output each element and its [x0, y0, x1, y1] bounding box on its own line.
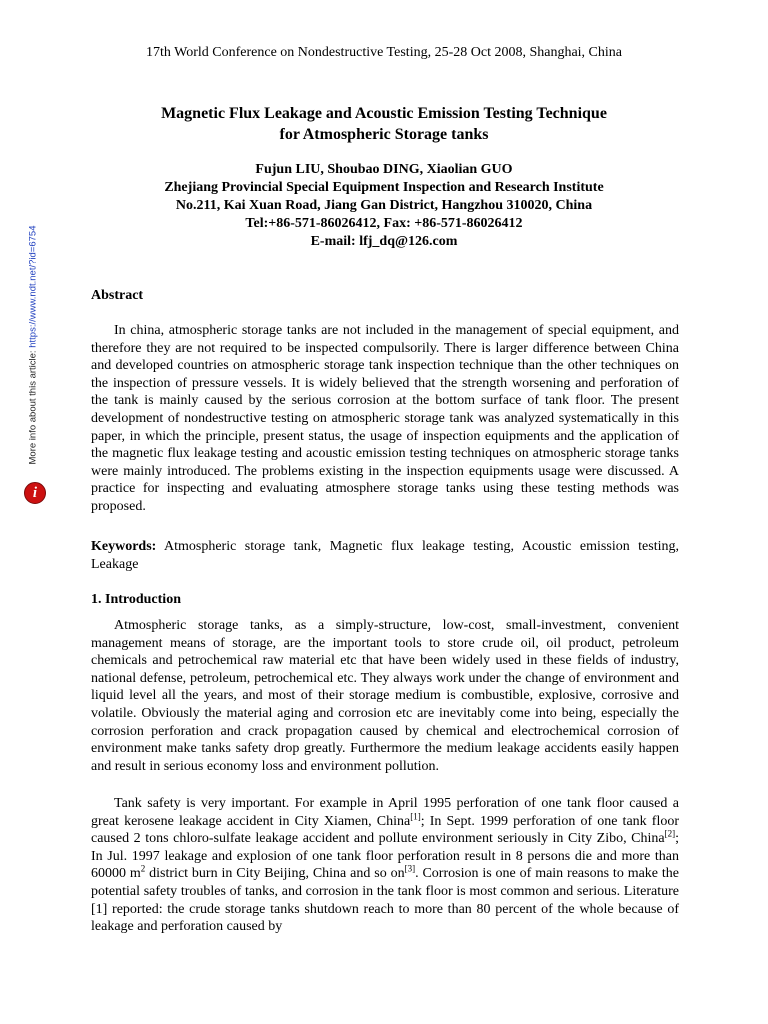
- author-block: [60, 161, 708, 251]
- introduction-paragraph-2: [91, 795, 679, 936]
- author-address: No.211, Kai Xuan Road, Jiang Gan District, Hangzhou 310020, China: [175, 198, 593, 213]
- citation-ref: [3]: [404, 863, 416, 874]
- title-line-1: Magnetic Flux Leakage and Acoustic Emission Testing Technique: [161, 105, 607, 122]
- sidebar-more-info: [28, 226, 39, 465]
- keywords-text: Atmospheric storage tank, Magnetic flux leakage testing, Acoustic emission testing, Leakage: [91, 539, 679, 572]
- p2-segment: district burn in City Beijing, China and so on: [145, 866, 405, 882]
- p2-segment: ; In Sept. 1999 perforation of one tank floor caused 2 tons chloro-sulfate leakage accident and pollute environment seriously in City Zibo, China: [91, 813, 679, 847]
- citation-ref: [1]: [410, 810, 421, 821]
- p2-segment: ; In Jul. 1997 leakage and explosion of one tank floor perforation result in 8 persons die and more than 60000 m: [91, 831, 679, 882]
- keywords-label: Keywords:: [91, 539, 157, 554]
- introduction-heading: 1. Introduction: [91, 592, 181, 607]
- author-names: Fujun LIU, Shoubao DING, Xiaolian GUO: [255, 162, 513, 177]
- citation-ref: [2]: [664, 828, 676, 839]
- conference-header: 17th World Conference on Nondestructive Testing, 25-28 Oct 2008, Shanghai, China: [145, 45, 622, 60]
- unit-superscript: 2: [140, 863, 146, 874]
- title-line-2: for Atmospheric Storage tanks: [279, 126, 489, 143]
- sidebar-label: More info about this article:: [27, 347, 39, 465]
- keywords: [91, 538, 679, 573]
- p2-segment: . Corrosion is one of main reasons to make the potential safety troubles of tanks, and corrosion in the tank floor is most common and serious. Literature [1] reported: the crude storage tanks shutdown reach to more than 80 percent of the whole because of leakage and perforation caused by: [91, 866, 679, 935]
- abstract-text: In china, atmospheric storage tanks are not included in the management of special equipment, and therefore they are not required to be inspected compulsorily. There is larger difference between China and developed countries on atmospheric storage tank inspection technique than the other techniques on the inspection of pressure vessels. It is widely believed that the strength worsening and perforation of the tank is mainly caused by the serious corrosion at the bottom surface of tank floor. The present development of nondestructive testing on atmospheric storage tank was analyzed systematically in this paper, in which the principle, present status, the usage of inspection equipments and the application of the magnetic flux leakage testing and acoustic emission testing techniques on atmospheric storage tanks were mainly introduced. The problems existing in the inspection equipments usage were discussed. A practice for inspecting and evaluating atmosphere storage tanks using these testing methods was proposed.: [91, 323, 679, 514]
- sidebar-article-link[interactable]: https://www.ndt.net/?id=6754: [27, 225, 39, 348]
- abstract-heading: Abstract: [91, 288, 144, 303]
- author-phone: Tel:+86-571-86026412, Fax: +86-571-86026412: [245, 216, 523, 231]
- paper-title: [60, 103, 708, 145]
- author-institute: Zhejiang Provincial Special Equipment Inspection and Research Institute: [164, 180, 604, 195]
- author-email[interactable]: E-mail: lfj_dq@126.com: [310, 234, 458, 249]
- introduction-paragraph-1: Atmospheric storage tanks, as a simply-structure, low-cost, small-investment, convenient management means of storage, are the important tools to store crude oil, oil product, petroleum chemicals and petrochemical raw material etc that have been widely used in these fields of industry, national defense, petroleum, petrochemical etc. They always work under the change of environment and liquid level all the years, and most of their storage medium is combustible, explosive, corrosive and volatile. Obviously the material aging and corrosion etc are inevitably come into being, especially the corrosion perforation and crack propagation caused by chemical and electrochemical corrosion of environment make tanks safety drop greatly. Furthermore the medium leakage accidents easily happen and result in serious economy loss and environment pollution.: [91, 618, 679, 774]
- info-icon[interactable]: i: [24, 482, 46, 504]
- p2-segment: Tank safety is very important. For example in April 1995 perforation of one tank floor caused a great kerosene leakage accident in City Xiamen, China: [91, 796, 679, 829]
